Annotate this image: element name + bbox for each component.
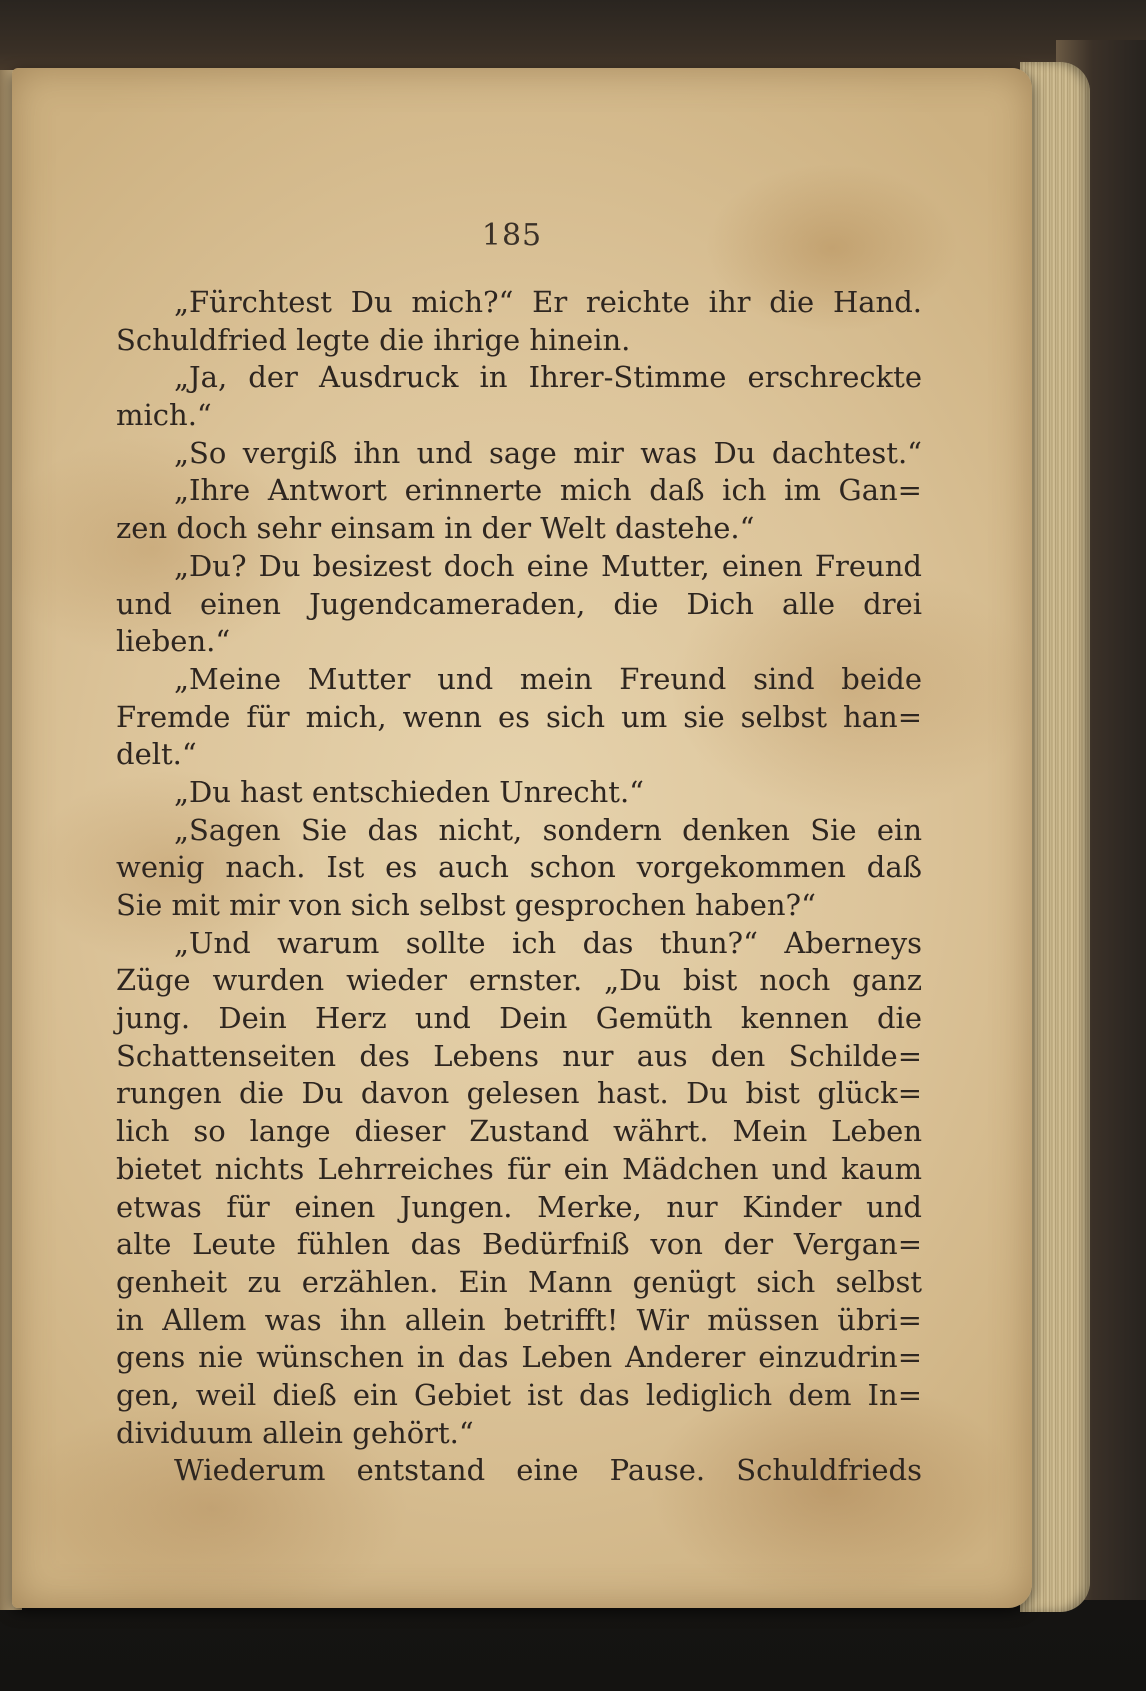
page-number: 185 [481, 218, 543, 253]
text-line: „So vergiß ihn und sage mir was Du dachtest.“ [174, 435, 922, 470]
text-line: mich.“ [116, 398, 212, 433]
text-line: „Sagen Sie das nicht, sondern denken Sie ein [174, 812, 922, 847]
text-line: dividuum allein gehört.“ [116, 1415, 474, 1450]
text-line: Züge wurden wieder ernster. „Du bist noch ganz [116, 963, 922, 998]
text-line: Schuldfried legte die ihrige hinein. [116, 322, 631, 357]
text-line: „Du hast entschieden Unrecht.“ [174, 774, 645, 809]
text-line: lieben.“ [116, 624, 231, 659]
text-line: Fremde für mich, wenn es sich um sie selbst han= [116, 699, 922, 734]
text-line: alte Leute fühlen das Bedürfniß von der Vergan= [116, 1227, 922, 1262]
text-line: Schattenseiten des Lebens nur aus den Schilde= [116, 1038, 922, 1073]
text-line: rungen die Du davon gelesen hast. Du bist glück= [116, 1076, 922, 1111]
text-line: etwas für einen Jungen. Merke, nur Kinder und [116, 1189, 922, 1224]
text-line: „Ihre Antwort erinnerte mich daß ich im Gan= [174, 473, 922, 508]
text-line: „Du? Du besizest doch eine Mutter, einen Freund [174, 548, 922, 583]
text-line: „Und warum sollte ich das thun?“ Aberneys [174, 925, 922, 960]
text-line: in Allem was ihn allein betrifft! Wir müssen übri= [116, 1302, 922, 1337]
text-line: „Meine Mutter und mein Freund sind beide [174, 661, 922, 696]
text-line: gens nie wünschen in das Leben Anderer einzudrin= [116, 1340, 922, 1375]
book-cover-top [0, 0, 1146, 75]
text-line: jung. Dein Herz und Dein Gemüth kennen die [116, 1001, 922, 1036]
page-text [116, 284, 922, 1490]
text-line: wenig nach. Ist es auch schon vorgekommen daß [116, 850, 922, 885]
text-line: Wiederum entstand eine Pause. Schuldfrieds [174, 1453, 922, 1488]
text-line: lich so lange dieser Zustand währt. Mein Leben [116, 1114, 922, 1149]
text-line: und einen Jugendcameraden, die Dich alle drei [116, 586, 922, 621]
text-line: gen, weil dieß ein Gebiet ist das lediglich dem In= [116, 1377, 922, 1412]
text-line: bietet nichts Lehrreiches für ein Mädchen und kaum [116, 1151, 922, 1186]
text-line: Sie mit mir von sich selbst gesprochen haben?“ [116, 888, 816, 922]
text-line: zen doch sehr einsam in der Welt dastehe.“ [116, 511, 755, 546]
book-page [12, 68, 1032, 1608]
text-line: „Fürchtest Du mich?“ Er reichte ihr die Hand. [174, 285, 922, 319]
text-line: „Ja, der Ausdruck in Ihrer-Stimme erschreckte [174, 360, 922, 395]
text-line: genheit zu erzählen. Ein Mann genügt sich selbst [116, 1264, 922, 1299]
text-line: delt.“ [116, 737, 197, 772]
